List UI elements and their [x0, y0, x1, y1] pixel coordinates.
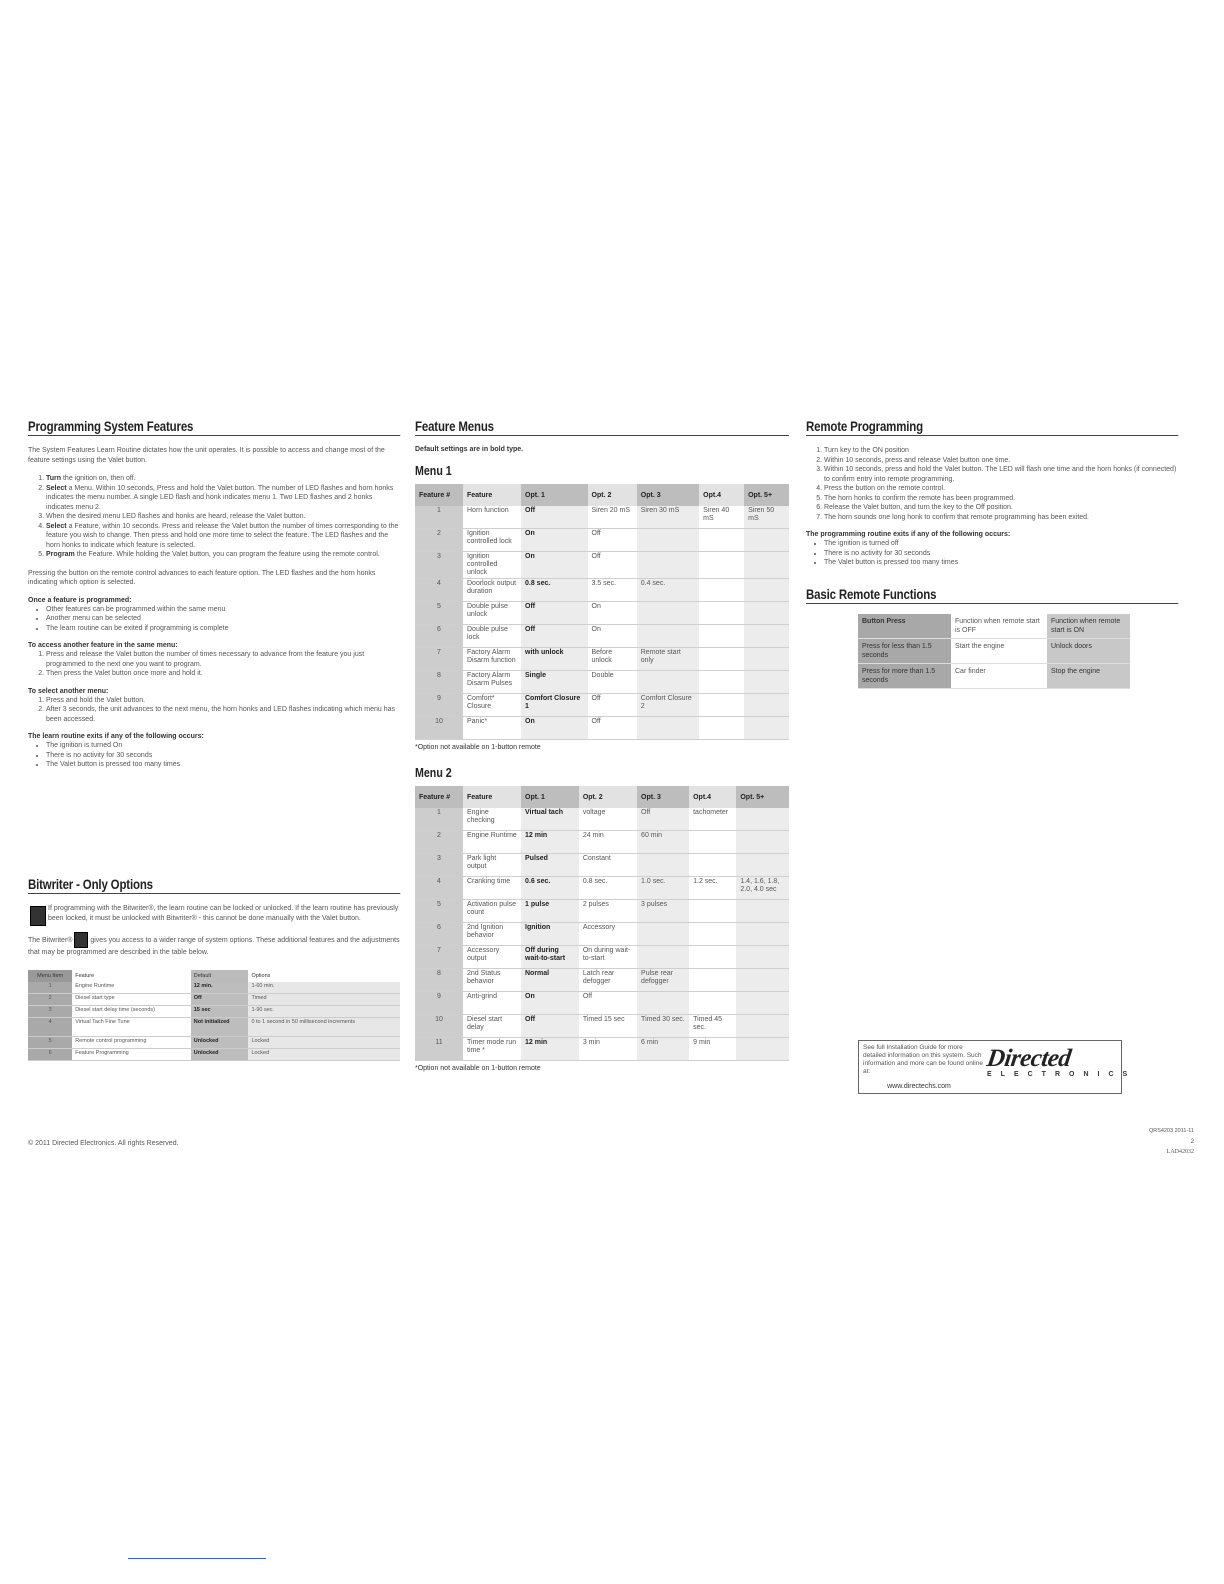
basic-remote-table [858, 614, 1130, 689]
table-cell [736, 831, 789, 854]
table-cell: 4 [415, 877, 463, 900]
table-cell [736, 808, 789, 831]
step: 1. Turn the ignition on, then off. [46, 474, 400, 484]
table-cell [637, 854, 689, 877]
table-cell: 3 [415, 552, 463, 579]
table-cell [744, 552, 789, 579]
table-row [415, 877, 789, 900]
table-cell [699, 579, 744, 602]
table-cell: Before unlock [588, 648, 637, 671]
list-item: 3. Within 10 seconds, press and hold the Valet button. The LED will flash one time and the horn honks (if connected) to confirm entry into remote programming. [824, 465, 1178, 484]
table-cell: 8 [415, 671, 463, 694]
col-header: Opt. 1 [521, 484, 588, 506]
table-cell: Siren 30 mS [637, 506, 699, 529]
info-url[interactable]: www.directechs.com [887, 1083, 951, 1090]
table-cell: Off [521, 625, 588, 648]
table-cell [637, 717, 699, 740]
list-item: 2. Within 10 seconds, press and release Valet button one time. [824, 456, 1178, 466]
table-cell: Constant [579, 854, 637, 877]
table-cell: 6 [415, 625, 463, 648]
list-item: 6. Release the Valet button, and turn the key to the Off position. [824, 503, 1178, 513]
table-row: Press for less than 1.5 seconds Start the engine Unlock doors [858, 638, 1130, 663]
table-row [415, 900, 789, 923]
table-cell: Siren 40 mS [699, 506, 744, 529]
table-cell [744, 717, 789, 740]
table-cell [699, 671, 744, 694]
programming-steps [28, 474, 400, 560]
table-row [415, 648, 789, 671]
table-cell [637, 602, 699, 625]
col-header: Opt.4 [689, 786, 736, 808]
table-cell: 0.4 sec. [637, 579, 699, 602]
col-header: Opt. 2 [579, 786, 637, 808]
table-cell: Off during wait-to-start [521, 946, 579, 969]
table-cell [744, 694, 789, 717]
table-cell: On [521, 552, 588, 579]
bitwriter-icon [74, 932, 88, 948]
select-title: To select another menu: [28, 687, 109, 695]
table-cell: Park light output [463, 854, 521, 877]
directed-logo: Directed [985, 1045, 1073, 1072]
table-cell: 2nd Ignition behavior [463, 923, 521, 946]
table-cell: 6 [415, 923, 463, 946]
table-cell [699, 648, 744, 671]
table-cell: Engine Runtime [463, 831, 521, 854]
table-cell [736, 854, 789, 877]
table-cell: 2 [415, 831, 463, 854]
col-header: Feature # [415, 786, 463, 808]
table-cell: Virtual tach [521, 808, 579, 831]
table-cell: 1 pulse [521, 900, 579, 923]
table-cell: Single [521, 671, 588, 694]
table-cell [736, 1015, 789, 1038]
col-header: Feature [463, 484, 521, 506]
programming-section [28, 418, 400, 779]
table-cell [744, 529, 789, 552]
table-cell: Comfort* Closure [463, 694, 521, 717]
table-cell: with unlock [521, 648, 588, 671]
table-cell: 10 [415, 1015, 463, 1038]
table-row: 2 Diesel start type Off Timed [28, 993, 400, 1005]
step: 4. Select a Feature, within 10 seconds. Press and release the Valet button the number of times corresponding to the feature you wish to change. Then press and hold one more time to select the feature. The LED flashes and the horn honks to indicate which feature is selected. [46, 522, 400, 551]
table-row [415, 923, 789, 946]
table-cell: Factory Alarm Disarm function [463, 648, 521, 671]
table-cell: Timed 30 sec. [637, 1015, 689, 1038]
table-row [415, 946, 789, 969]
list-item: • Another menu can be selected [46, 614, 400, 624]
table-row [415, 969, 789, 992]
col-header: Feature [72, 970, 191, 982]
footnote: *Option not available on 1-button remote [415, 1065, 541, 1072]
table-cell: 9 [415, 992, 463, 1015]
table-row [415, 831, 789, 854]
table-cell: Comfort Closure 2 [637, 694, 699, 717]
table-cell [699, 552, 744, 579]
table-cell: Off [588, 717, 637, 740]
table-cell: 9 min [689, 1038, 736, 1061]
list-item: 2. Then press the Valet button once more and hold it. [46, 669, 400, 679]
list-item: • The learn routine can be exited if programming is complete [46, 624, 400, 634]
table-cell: 7 [415, 648, 463, 671]
copyright: © 2011 Directed Electronics. All rights Reserved. [28, 1140, 179, 1147]
table-cell: Off [579, 992, 637, 1015]
table-cell: 8 [415, 969, 463, 992]
table-cell: On [521, 992, 579, 1015]
access-title: To access another feature in the same menu: [28, 642, 178, 649]
table-cell: 60 min [637, 831, 689, 854]
table-cell [689, 854, 736, 877]
table-cell [736, 946, 789, 969]
info-box [858, 1040, 1137, 1094]
table-cell: 24 min [579, 831, 637, 854]
page-number: 2 [1190, 1139, 1194, 1145]
bitwriter-title: Bitwriter - Only Options [28, 876, 400, 894]
table-cell: Double [588, 671, 637, 694]
col-header: Opt. 5+ [744, 484, 789, 506]
col-header: Opt. 1 [521, 786, 579, 808]
table-cell [744, 671, 789, 694]
table-cell [689, 831, 736, 854]
table-cell: Cranking time [463, 877, 521, 900]
list-item: 5. The horn honks to confirm the remote has been programmed. [824, 494, 1178, 504]
table-cell [689, 969, 736, 992]
info-text: See full Installation Guide for more detailed information on this system. Such information and more can be found online at: [863, 1044, 983, 1075]
table-cell: Doorlock output duration [463, 579, 521, 602]
table-cell: Off [637, 808, 689, 831]
once-title: Once a feature is programmed: [28, 596, 132, 604]
table-row: 5 Remote control programming Unlocked Locked [28, 1036, 400, 1048]
table-row [415, 694, 789, 717]
remote-exit-title: The programming routine exits if any of the following occurs: [806, 531, 1011, 538]
table-cell: voltage [579, 808, 637, 831]
table-cell: Pulsed [521, 854, 579, 877]
list-item: • The ignition is turned off [824, 539, 1178, 549]
table-cell: Accessory [579, 923, 637, 946]
table-cell [637, 529, 699, 552]
table-cell: 11 [415, 1038, 463, 1061]
table-cell: 2 [415, 529, 463, 552]
table-cell: On during wait-to-start [579, 946, 637, 969]
col-header: Opt. 3 [637, 484, 699, 506]
menu2-title: Menu 2 [415, 765, 452, 780]
table-cell [736, 923, 789, 946]
bitwriter-icon [30, 906, 46, 926]
table-cell [699, 529, 744, 552]
table-row: 3 Diesel start delay time (seconds) 15 sec 1-90 sec. [28, 1005, 400, 1017]
table-cell: 3 [415, 854, 463, 877]
table-cell [637, 946, 689, 969]
table-cell [736, 1038, 789, 1061]
exit-title: The learn routine exits if any of the following occurs: [28, 733, 204, 740]
pressing-text: Pressing the button on the remote control advances to each feature option. The LED flashes and the horn honks indicating which option is selected. [28, 569, 376, 586]
bitwriter-para2: gives you access to a wider range of system options. These additional features and the adjustments that may be programmed are described in the table below. [28, 936, 400, 956]
table-cell: On [521, 717, 588, 740]
table-row [415, 808, 789, 831]
menu1-title: Menu 1 [415, 463, 452, 478]
step: 2. Select a Menu. Within 10 seconds, Press and hold the Valet button. The number of LED flashes and horn honks indicates the menu number. A single LED flash and honk indicates menu 1. Two LED flashes and 2 honks indicates menu 2. [46, 484, 400, 513]
table-cell: Siren 50 mS [744, 506, 789, 529]
table-cell: Off [588, 694, 637, 717]
table-cell: 2nd Status behavior [463, 969, 521, 992]
table-cell: tachometer [689, 808, 736, 831]
table-cell: 1 [415, 808, 463, 831]
col-header: Opt. 5+ [736, 786, 789, 808]
table-cell: Remote start only [637, 648, 699, 671]
table-cell [637, 923, 689, 946]
table-cell [637, 552, 699, 579]
table-cell: Timed 15 sec [579, 1015, 637, 1038]
bitwriter-section: Bitwriter - Only Options If programming with the Bitwriter®, the learn routine can be locked or unlocked. If the learn routine has previously been locked, it must be unlocked with Bitwriter® - this cannot be done manually with the Valet button. The Bitwriter® gives you access to a wider range of system options. These additional features and the adjustments that may be programmed are described in the table below. Menu Item Feature Default Options 1 Engine Runtime 12 min. 1-60 min. 2 Diesel start type Off Timed 3 Diesel start delay time (seconds) 15 sec 1-90 sec. 4 Virtual Tach Fine Tune Not initialized 0 to 1 second in 50 millisecond increments 5 Remote control programming Unlocked Locked 6 Feature Programming Unlocked Locked [28, 876, 400, 1061]
table-cell: Engine checking [463, 808, 521, 831]
table-row [415, 529, 789, 552]
table-row: 6 Feature Programming Unlocked Locked [28, 1048, 400, 1060]
table-cell: Off [588, 529, 637, 552]
list-item: • There is no activity for 30 seconds [824, 549, 1178, 559]
step: 5. Program the Feature. While holding the Valet button, you can program the feature using the remote control. [46, 550, 400, 560]
table-cell: 6 min [637, 1038, 689, 1061]
table-cell: 0.6 sec. [521, 877, 579, 900]
feature-menus-section [415, 418, 789, 1072]
list-item: • The Valet button is pressed too many times [46, 760, 400, 770]
basic-remote-title: Basic Remote Functions [806, 586, 1178, 604]
table-row: Button Press Function when remote start is OFF Function when remote start is ON [858, 614, 1130, 639]
table-cell [699, 717, 744, 740]
table-cell [699, 602, 744, 625]
table-row: 1 Engine Runtime 12 min. 1-60 min. [28, 982, 400, 994]
col-header: Feature # [415, 484, 463, 506]
col-header: Opt. 2 [588, 484, 637, 506]
table-row [415, 579, 789, 602]
table-cell: Diesel start delay [463, 1015, 521, 1038]
table-cell [689, 946, 736, 969]
table-cell: Off [588, 552, 637, 579]
table-row: 4 Virtual Tach Fine Tune Not initialized 0 to 1 second in 50 millisecond increments [28, 1017, 400, 1036]
table-cell: 2 pulses [579, 900, 637, 923]
table-cell: 3 pulses [637, 900, 689, 923]
table-cell: 7 [415, 946, 463, 969]
col-header: Opt. 3 [637, 786, 689, 808]
list-item: • Other features can be programmed within the same menu [46, 605, 400, 615]
bitwriter-table [28, 970, 400, 1061]
table-cell: 3 min [579, 1038, 637, 1061]
table-cell [744, 602, 789, 625]
doc-number: LAD42032 [1166, 1149, 1194, 1155]
table-cell: 12 min [521, 831, 579, 854]
menu1-table [415, 484, 789, 740]
table-cell [744, 579, 789, 602]
table-cell: Factory Alarm Disarm Pulses [463, 671, 521, 694]
table-cell: Off [521, 506, 588, 529]
list-item: • There is no activity for 30 seconds [46, 751, 400, 761]
table-cell [699, 625, 744, 648]
table-cell: Accessory output [463, 946, 521, 969]
table-cell: 3.5 sec. [588, 579, 637, 602]
list-item: 1. Press and hold the Valet button. [46, 696, 400, 706]
table-cell: On [521, 529, 588, 552]
table-row [415, 552, 789, 579]
table-cell: Off [521, 1015, 579, 1038]
step: 3. When the desired menu LED flashes and honks are heard, release the Valet button. [46, 512, 400, 522]
remote-programming-section [806, 418, 1178, 689]
programming-title: Programming System Features [28, 418, 400, 436]
table-cell: Horn function [463, 506, 521, 529]
electronics-logo-text: ELECTRONICS [987, 1071, 1137, 1078]
table-cell [744, 625, 789, 648]
default-note: Default settings are in bold type. [415, 446, 524, 453]
table-cell [689, 992, 736, 1015]
table-cell: 5 [415, 900, 463, 923]
table-cell: Ignition controlled lock [463, 529, 521, 552]
bitwriter-para1: If programming with the Bitwriter®, the learn routine can be locked or unlocked. If the learn routine has previously been locked, it must be unlocked with Bitwriter® - this cannot be done manually with the Valet button. [48, 905, 399, 922]
table-cell [744, 648, 789, 671]
table-cell: 9 [415, 694, 463, 717]
table-cell: 0.8 sec. [521, 579, 588, 602]
list-item: 4. Press the button on the remote control. [824, 484, 1178, 494]
footnote: *Option not available on 1-button remote [415, 744, 541, 751]
table-cell [736, 992, 789, 1015]
table-cell: Ignition [521, 923, 579, 946]
table-row [415, 506, 789, 529]
table-cell: 12 min [521, 1038, 579, 1061]
table-cell [637, 671, 699, 694]
table-cell [637, 992, 689, 1015]
list-item: 1. Turn key to the ON position [824, 446, 1178, 456]
table-cell: 1.2 sec. [689, 877, 736, 900]
table-cell [699, 694, 744, 717]
list-item: 2. After 3 seconds, the unit advances to the next menu, the horn honks and LED flashes indicating which menu has been accessed. [46, 705, 400, 724]
table-row [415, 854, 789, 877]
table-cell: 0.8 sec. [579, 877, 637, 900]
table-cell: Panic* [463, 717, 521, 740]
remote-programming-title: Remote Programming [806, 418, 1178, 436]
table-cell: Off [521, 602, 588, 625]
table-cell: Double pulse lock [463, 625, 521, 648]
table-row [415, 1038, 789, 1061]
table-cell [689, 923, 736, 946]
table-cell: 4 [415, 579, 463, 602]
table-cell: 1.4, 1.6, 1.8, 2.0, 4.0 sec [736, 877, 789, 900]
col-header: Feature [463, 786, 521, 808]
table-cell [689, 900, 736, 923]
col-header: Default [191, 970, 249, 982]
table-cell: Anti-grind [463, 992, 521, 1015]
table-row [415, 625, 789, 648]
table-row [415, 992, 789, 1015]
table-cell: 5 [415, 602, 463, 625]
table-row [415, 602, 789, 625]
table-cell: On [588, 625, 637, 648]
table-cell: Pulse rear defogger [637, 969, 689, 992]
list-item: 1. Press and release the Valet button the number of times necessary to advance from the feature you just programmed to the next one you want to program. [46, 650, 400, 669]
programming-intro: The System Features Learn Routine dictates how the unit operates. It is possible to access and change most of the feature settings using the Valet button. [28, 447, 385, 464]
col-header: Opt.4 [699, 484, 744, 506]
table-cell [637, 625, 699, 648]
table-cell: Comfort Closure 1 [521, 694, 588, 717]
feature-menus-title: Feature Menus [415, 418, 789, 436]
table-cell: 10 [415, 717, 463, 740]
table-cell: Latch rear defogger [579, 969, 637, 992]
col-header: Menu Item [28, 970, 72, 982]
table-cell: 1.0 sec. [637, 877, 689, 900]
table-row [415, 717, 789, 740]
col-header: Options [248, 970, 400, 982]
table-cell: Ignition controlled unlock [463, 552, 521, 579]
table-row: Press for more than 1.5 seconds Car finder Stop the engine [858, 663, 1130, 688]
divider [128, 1558, 266, 1559]
list-item: • The ignition is turned On [46, 741, 400, 751]
table-cell [736, 969, 789, 992]
table-cell: Normal [521, 969, 579, 992]
table-cell: Timed 45 sec. [689, 1015, 736, 1038]
list-item: 7. The horn sounds one long honk to confirm that remote programming has been exited. [824, 513, 1178, 523]
table-cell: Double pulse unlock [463, 602, 521, 625]
table-cell: 1 [415, 506, 463, 529]
table-cell: Siren 20 mS [588, 506, 637, 529]
table-cell [736, 900, 789, 923]
table-row [415, 671, 789, 694]
doc-code: QRS4203 2011-11 [1148, 1128, 1194, 1134]
table-cell: Timer mode run time * [463, 1038, 521, 1061]
list-item: • The Valet button is pressed too many times [824, 558, 1178, 568]
table-cell: On [588, 602, 637, 625]
menu2-table [415, 786, 789, 1061]
table-row [415, 1015, 789, 1038]
table-cell: Activation pulse count [463, 900, 521, 923]
